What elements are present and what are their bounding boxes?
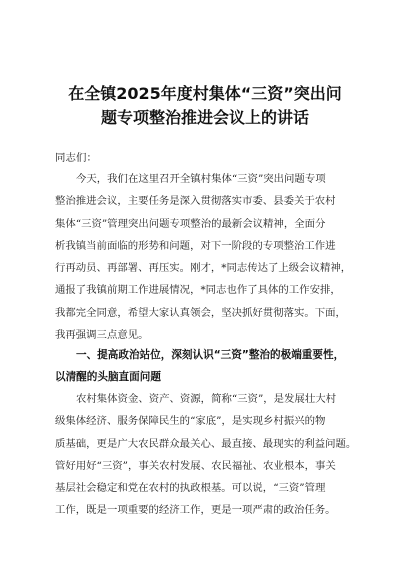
paragraph-line: 集体“三资”管理突出问题专项整治的最新会议精神，全面分: [55, 217, 326, 230]
paragraph-line: 级集体经济、服务保障民生的“家底”，是实现乡村振兴的物: [55, 415, 326, 428]
paragraph-section-1: [55, 388, 365, 522]
paragraph-line: 质基础，更是广大农民群众最关心、最直接、最现实的利益问题。: [55, 437, 357, 450]
paragraph-line: 农村集体资金、资产、资源，简称“三资”，是发展壮大村: [76, 393, 336, 405]
paragraph-line: 工作，既是一项重要的经济工作，更是一项严肃的政治任务。: [55, 504, 336, 517]
paragraph-line: 管好用好“三资”，事关农村发展、农民福祉、农业根本，事关: [55, 459, 336, 472]
paragraph-line: 析我镇当前面临的形势和问题，对下一阶段的专项整治工作进: [55, 239, 336, 252]
paragraph-line: 基层社会稳定和党在农村的执政根基。可以说，“三资”管理: [55, 482, 326, 495]
paragraph-intro: [55, 168, 365, 346]
paragraph-line: 通报了我镇前期工作进展情况，*同志也作了具体的工作安排，: [55, 284, 341, 297]
document-title-line-1: 在全镇2025年度村集体“三资”突出问: [68, 84, 342, 103]
section-heading-1: [55, 344, 365, 388]
paragraph-line: 行再动员、再部署、再压实。刚才，*同志传达了上级会议精神，: [55, 262, 352, 275]
paragraph-line: 我都完全同意，希望大家认真领会，坚决抓好贯彻落实。下面，: [55, 306, 346, 319]
paragraph-line: 今天，我们在这里召开全镇村集体“三资”突出问题专项: [76, 173, 326, 185]
section-heading-line: 一、提高政治站位，深刻认识“三资”整治的极端重要性，: [76, 349, 345, 361]
section-heading-line: 以清醒的头脑直面问题: [55, 371, 161, 383]
paragraph-line: 我再强调三点意见。: [55, 329, 149, 342]
paragraph-line: 整治推进会议，主要任务是深入贯彻落实市委、县委关于农村: [55, 195, 336, 208]
greeting: 同志们：: [55, 152, 97, 164]
document-title-line-2: 题专项整治推进会议上的讲话: [100, 108, 309, 127]
